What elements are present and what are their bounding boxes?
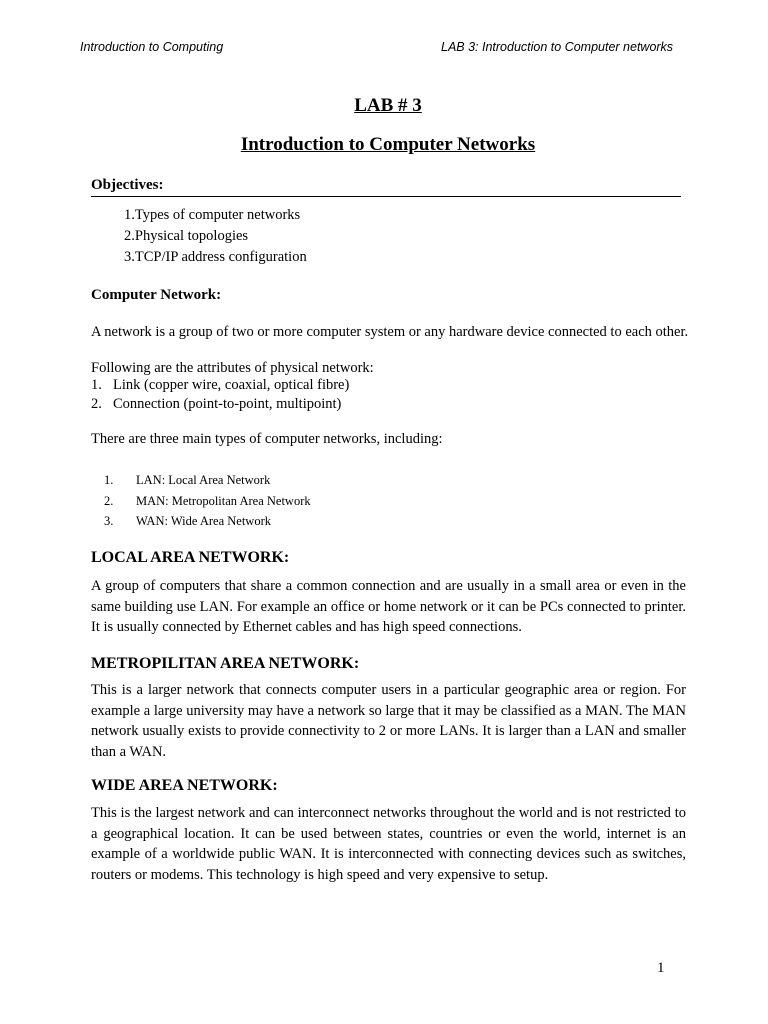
- objectives-heading: Objectives:: [91, 177, 681, 197]
- lan-heading: LOCAL AREA NETWORK:: [91, 549, 290, 566]
- list-item: 1.Types of computer networks: [124, 207, 301, 223]
- list-item: [91, 395, 349, 414]
- list-number: 2.: [104, 493, 114, 508]
- header-left: Introduction to Computing: [80, 40, 224, 54]
- network-definition: A network is a group of two or more computer system or any hardware device connected to each other.: [91, 324, 689, 340]
- list-number: 1.: [91, 377, 102, 393]
- types-intro: There are three main types of computer networks, including:: [91, 431, 443, 447]
- list-text: WAN: Wide Area Network: [136, 514, 271, 528]
- wan-paragraph: This is the largest network and can interconnect networks throughout the world and is not restricted to a geographical location. It can be used between states, countries or even the world, internet is an example of a worldwide public WAN. It is interconnected with connecting devices such as switches, routers or modems. This technology is high speed and very expensive to setup.: [91, 805, 686, 883]
- list-item: [104, 511, 311, 532]
- list-text: Connection (point-to-point, multipoint): [113, 396, 342, 412]
- list-item: 3.TCP/IP address configuration: [124, 249, 307, 265]
- page-number: 1: [657, 960, 665, 976]
- list-item: [104, 470, 311, 491]
- list-number: 1.: [104, 473, 114, 487]
- lan-paragraph: A group of computers that share a common connection and are usually in a small area or even in the same building use LAN. For example an office or home network or it can be PCs connected to printer. It is usually connected by Ethernet cables and has high speed connections.: [91, 578, 686, 635]
- list-text: MAN: Metropolitan Area Network: [136, 493, 311, 508]
- wan-heading: WIDE AREA NETWORK:: [91, 777, 278, 794]
- list-number: 2.: [91, 396, 102, 412]
- list-item: [91, 376, 349, 395]
- header-right: LAB 3: Introduction to Computer networks: [441, 40, 674, 54]
- list-item: 2.Physical topologies: [124, 228, 249, 244]
- lab-title: LAB # 3: [354, 95, 422, 116]
- page-title: Introduction to Computer Networks: [240, 134, 536, 155]
- attributes-list: [91, 376, 349, 414]
- list-number: 3.: [104, 514, 114, 528]
- man-heading: METROPILITAN AREA NETWORK:: [91, 655, 360, 672]
- attributes-intro: Following are the attributes of physical network:: [91, 360, 374, 376]
- objectives-list: [124, 205, 307, 268]
- man-paragraph: This is a larger network that connects computer users in a particular geographic area or region. For example a large university may have a network so large that it may be classified as a MAN. The MAN network usually exists to provide connectivity to 2 or more LANs. It is larger than a LAN and smaller than a WAN.: [91, 682, 686, 760]
- network-types-list: [104, 470, 311, 532]
- computer-network-heading: Computer Network:: [91, 287, 222, 303]
- list-text: Link (copper wire, coaxial, optical fibre): [113, 377, 350, 393]
- list-item: [104, 491, 311, 512]
- list-text: LAN: Local Area Network: [136, 473, 271, 487]
